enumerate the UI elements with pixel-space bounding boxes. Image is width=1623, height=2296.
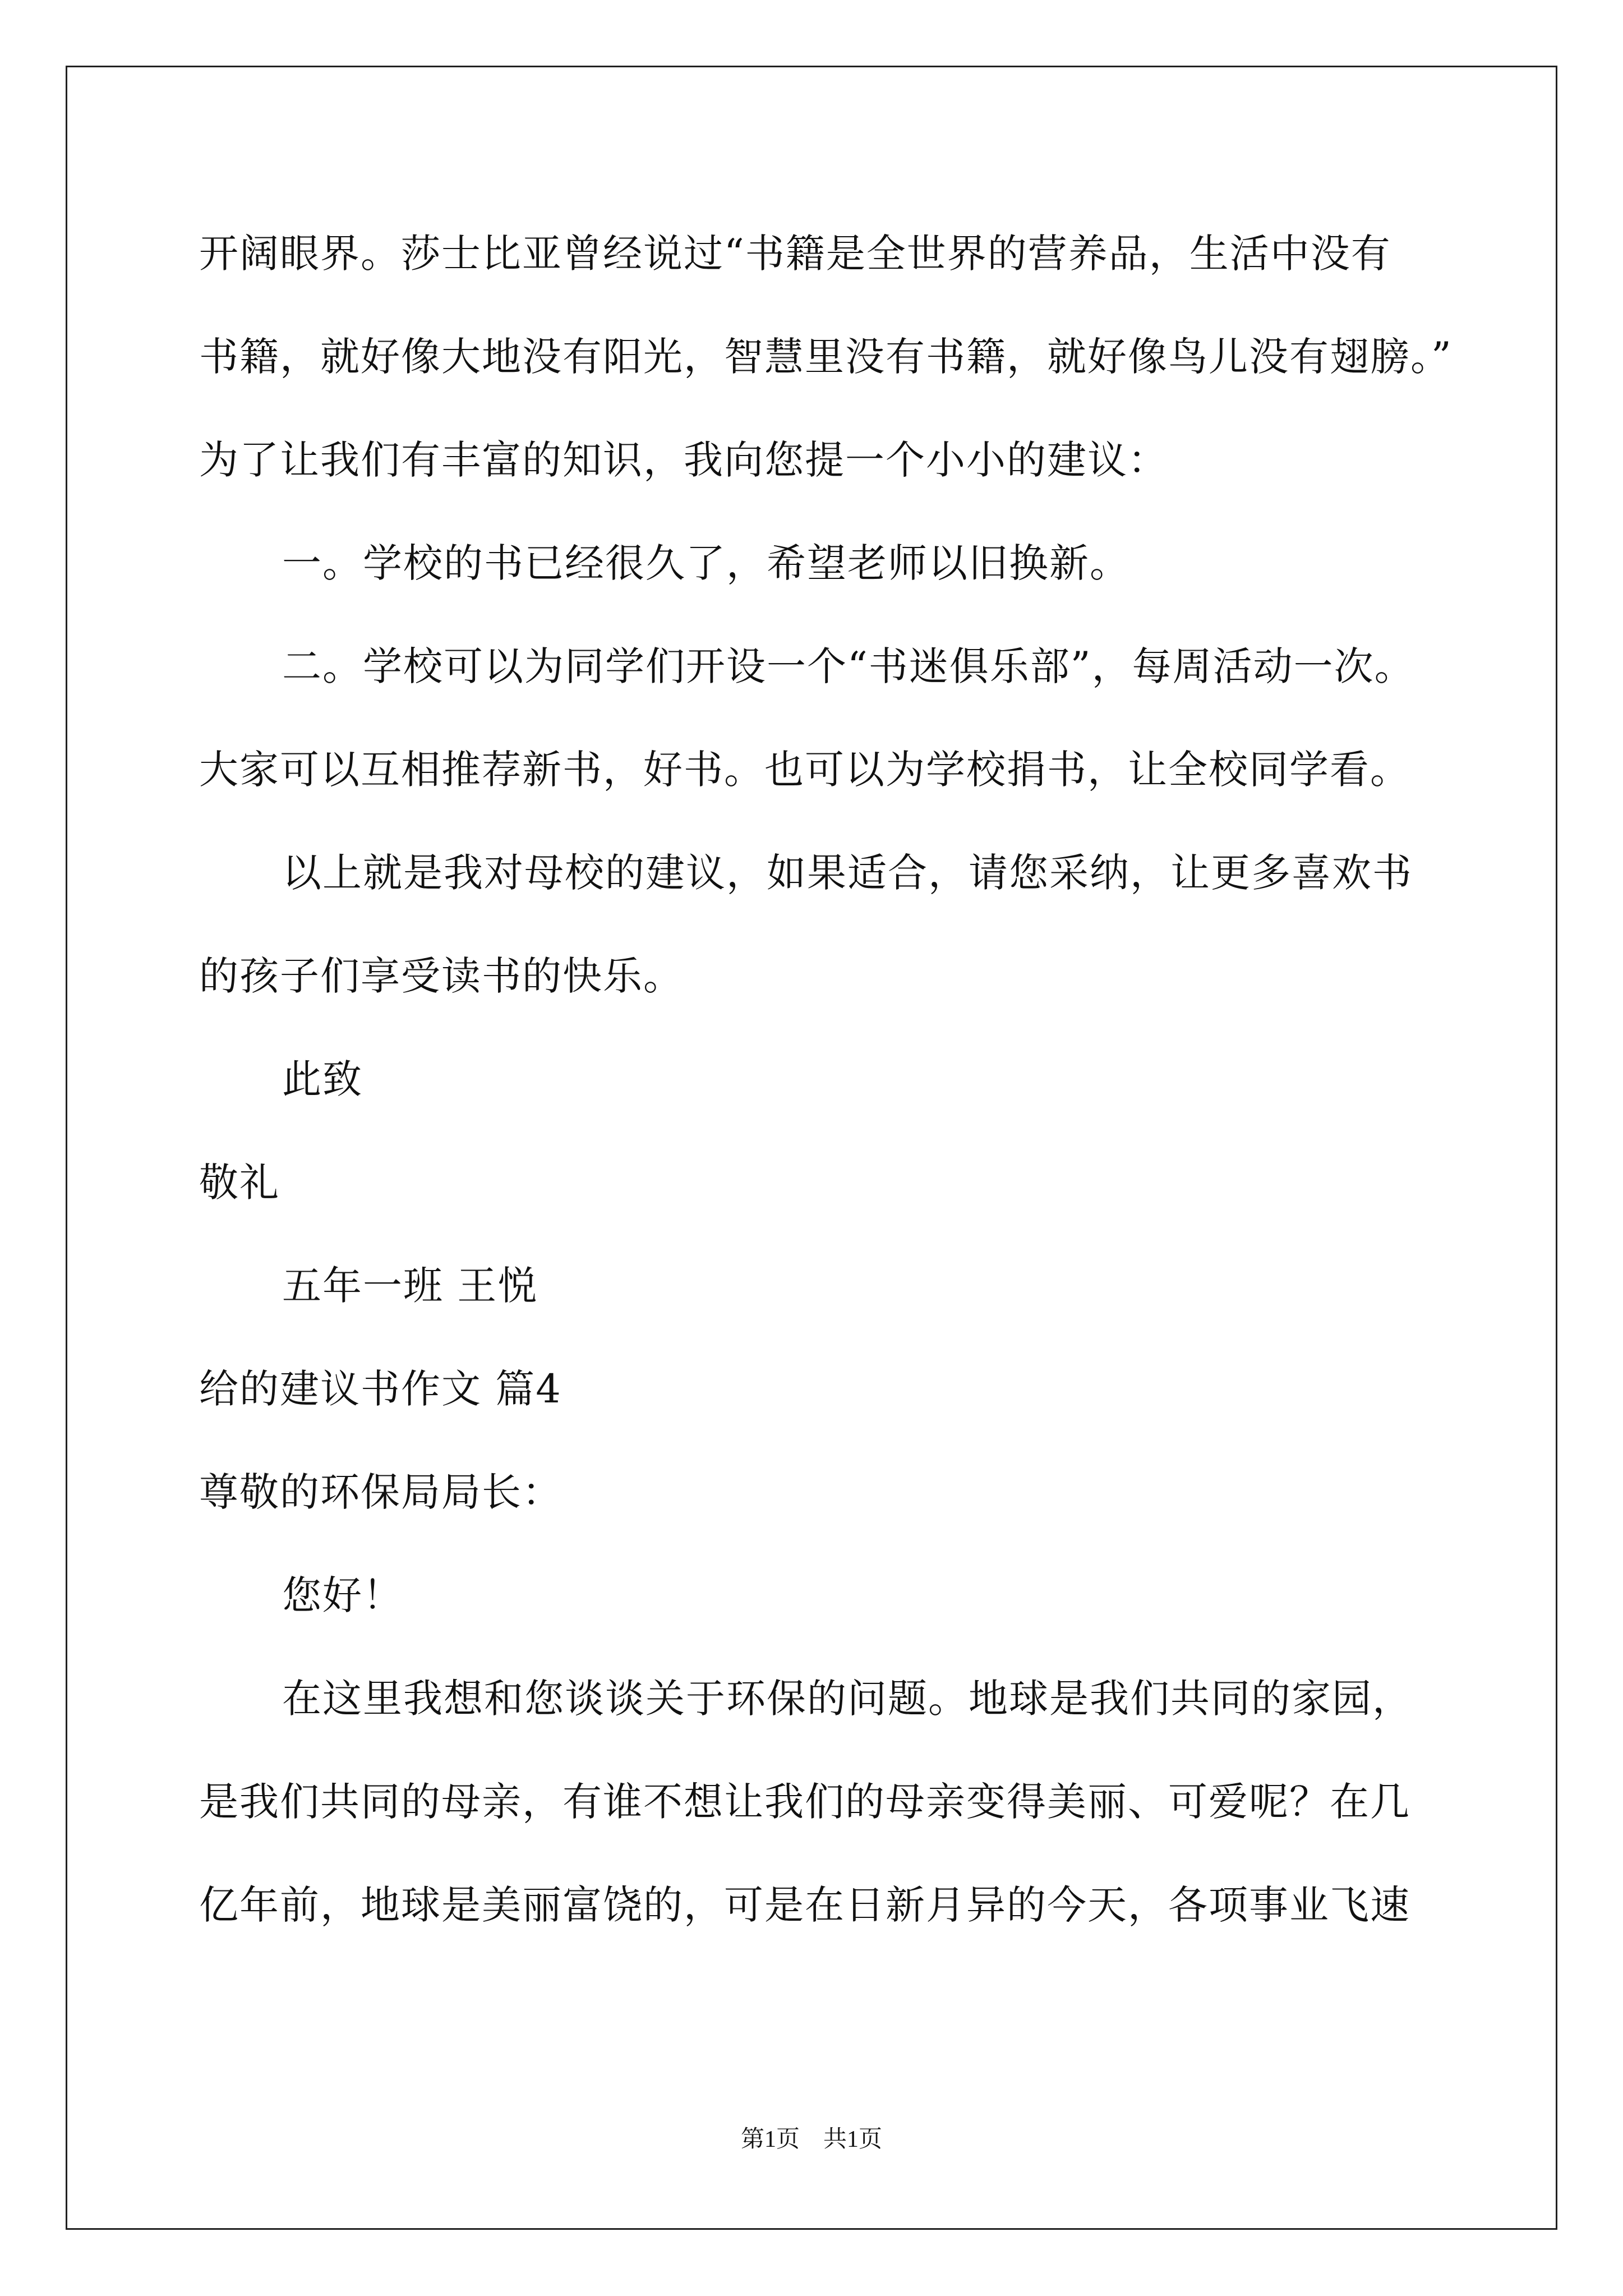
salutation-closing: 此致	[282, 1056, 363, 1102]
text-line: 开阔眼界。莎士比亚曾经说过“书籍是全世界的营养品，生活中没有	[199, 231, 1391, 277]
closing-paragraph: 以上就是我对母校的建议，如果适合，请您采纳，让更多喜欢书	[282, 850, 1413, 896]
text-line: 为了让我们有丰富的知识，我向您提一个小小的建议：	[199, 437, 1168, 483]
text-line: 的孩子们享受读书的快乐。	[199, 953, 684, 999]
text-line: 亿年前，地球是美丽富饶的，可是在日新月异的今天，各项事业飞速	[199, 1882, 1410, 1928]
text-line: 是我们共同的母亲，有谁不想让我们的母亲变得美丽、可爱呢？在几	[199, 1779, 1410, 1825]
suggestion-one: 一。学校的书已经很久了，希望老师以旧换新。	[282, 540, 1130, 586]
document-body	[199, 202, 1461, 1957]
text-line: 在这里我想和您谈谈关于环保的问题。地球是我们共同的家园，	[282, 1676, 1413, 1722]
page-footer: 第1页 共1页	[740, 2127, 882, 2152]
section-heading: 给的建议书作文 篇4	[199, 1366, 562, 1412]
text-line: 大家可以互相推荐新书，好书。也可以为学校捐书，让全校同学看。	[199, 747, 1410, 793]
salutation-regards: 敬礼	[199, 1159, 280, 1205]
signature: 五年一班 王悦	[282, 1263, 538, 1309]
letter-addressee: 尊敬的环保局局长：	[199, 1469, 562, 1515]
letter-greeting: 您好！	[282, 1572, 403, 1618]
suggestion-two: 二。学校可以为同学们开设一个“书迷俱乐部”，每周活动一次。	[282, 643, 1415, 689]
text-line: 书籍，就好像大地没有阳光，智慧里没有书籍，就好像鸟儿没有翅膀。”	[199, 334, 1453, 380]
